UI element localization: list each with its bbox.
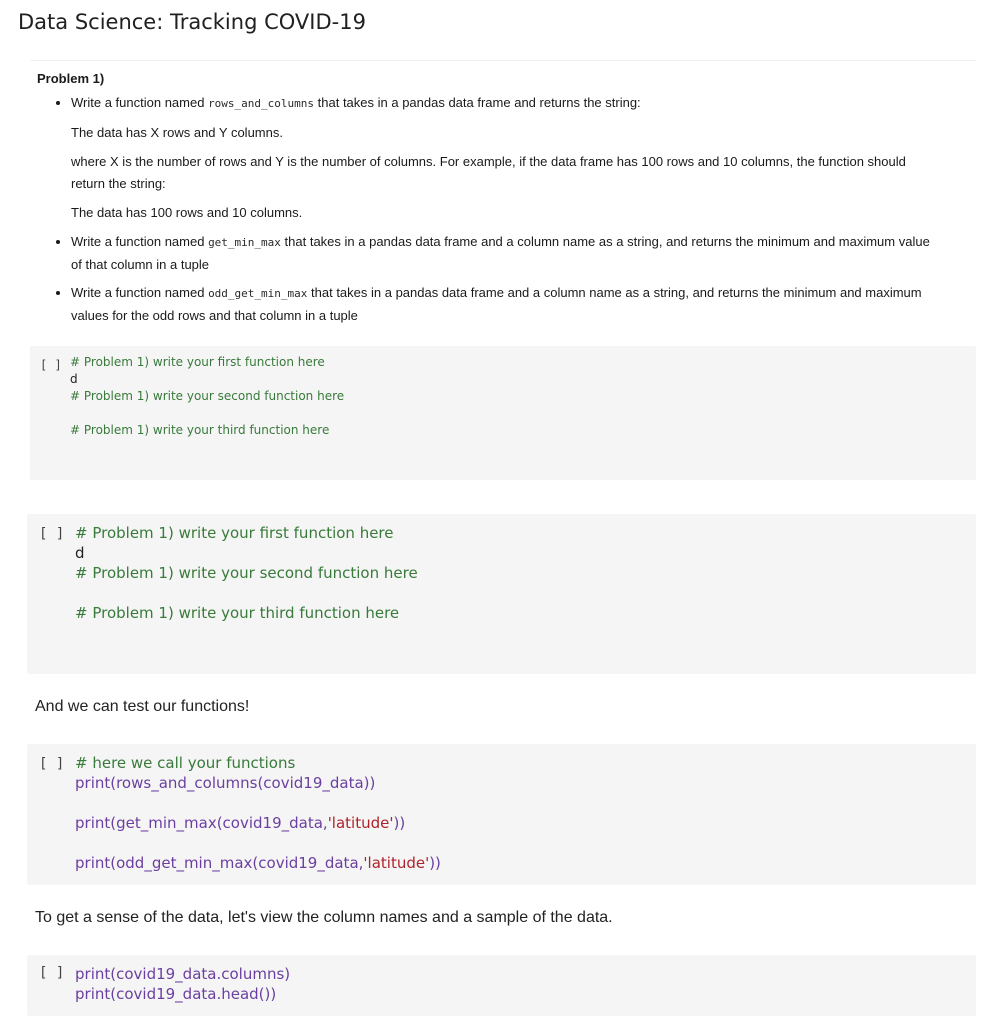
bullet-1-explanation: where X is the number of rows and Y is the number of columns. For example, if the data frame has 100 rows and 10 columns, the function should return the string:: [71, 154, 906, 191]
list-item: • Write a function named odd_get_min_max that takes in a pandas data frame and a column name as a string, and returns the minimum and maximum values for the odd rows and that column in a tuple: [71, 282, 937, 327]
code-editor[interactable]: # here we call your functions print(rows_and_columns(covid19_data)) print(get_min_max(covid19_data,'latitude')) print(odd_get_min_max(covid19_data,'latitude')): [75, 754, 441, 872]
code-cell[interactable]: [30, 346, 976, 480]
title-divider: [30, 60, 976, 61]
run-cell-button[interactable]: [ ]: [39, 756, 65, 772]
bullet-1-sample: The data has X rows and Y columns.: [71, 125, 283, 140]
inline-code: odd_get_min_max: [208, 287, 308, 300]
code-cell[interactable]: [27, 955, 976, 1016]
bullet-1-text: • Write a function named rows_and_columns that takes in a pandas data frame and returns the string:: [71, 95, 641, 110]
problem-heading: Problem 1): [37, 71, 105, 86]
inline-code: get_min_max: [208, 236, 281, 249]
problem-text-block: [37, 68, 937, 333]
code-editor[interactable]: print(covid19_data.columns) print(covid19_data.head()): [75, 965, 291, 1003]
text-paragraph: To get a sense of the data, let's view the column names and a sample of the data.: [35, 909, 613, 926]
code-editor[interactable]: # Problem 1) write your first function here d # Problem 1) write your second function here # Problem 1) write your third function here: [70, 355, 345, 437]
code-cell[interactable]: [27, 514, 976, 674]
run-cell-button[interactable]: [ ]: [39, 965, 65, 981]
run-cell-button[interactable]: [ ]: [40, 358, 62, 372]
list-item: [71, 92, 937, 224]
bullet-1-example: The data has 100 rows and 10 columns.: [71, 205, 303, 220]
run-cell-button[interactable]: [ ]: [39, 526, 65, 542]
list-item: • Write a function named get_min_max that takes in a pandas data frame and a column name as a string, and returns the minimum and maximum value of that column in a tuple: [71, 231, 937, 276]
inline-code: rows_and_columns: [208, 97, 315, 110]
code-cell[interactable]: [27, 744, 976, 885]
code-editor[interactable]: # Problem 1) write your first function here d # Problem 1) write your second function here # Problem 1) write your third function here: [75, 524, 418, 622]
text-paragraph: And we can test our functions!: [35, 698, 250, 715]
problem-list: [37, 92, 937, 327]
page-title: Data Science: Tracking COVID-19: [18, 10, 366, 34]
